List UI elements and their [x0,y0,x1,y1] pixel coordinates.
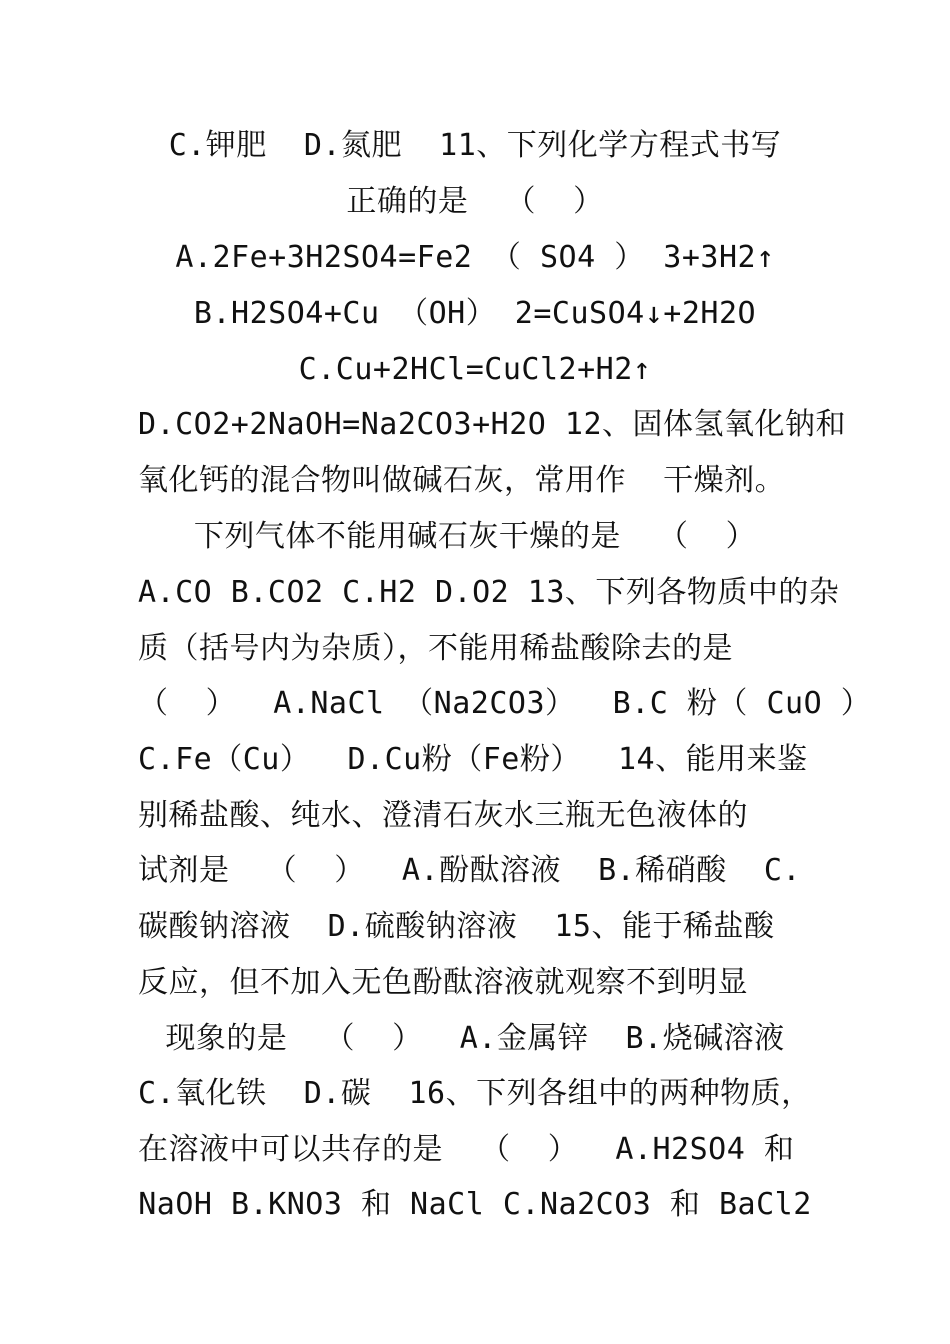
text-line-16: 反应，但不加入无色酚酞溶液就观察不到明显 [138,965,748,1000]
text-line-19: 在溶液中可以共存的是 （ ） A.H2SO4 和 [138,1132,795,1167]
text-line-2: 正确的是 （ ） [346,184,604,219]
text-line-18: C.氧化铁 D.碳 16、下列各组中的两种物质， [138,1076,812,1111]
text-line-14: 试剂是 （ ） A.酚酞溶液 B.稀硝酸 C. [138,853,801,888]
text-line-13: 别稀盐酸、纯水、澄清石灰水三瓶无色液体的 [138,798,748,833]
text-line-3: A.2Fe+3H2SO4=Fe2 （ SO4 ） 3+3H2↑ [175,240,775,275]
text-line-15: 碳酸钠溶液 D.硫酸钠溶液 15、能于稀盐酸 [138,909,775,944]
text-line-4: B.H2SO4+Cu （OH） 2=CuSO4↓+2H2O [193,296,757,331]
text-line-5: C.Cu+2HCl=CuCl2+H2↑ [298,352,652,387]
text-line-11: （ ） A.NaCl （Na2CO3） B.C 粉（ CuO ） [138,686,872,721]
text-line-7: 氧化钙的混合物叫做碱石灰，常用作 干燥剂。 [138,463,786,498]
text-line-9: A.CO B.CO2 C.H2 D.O2 13、下列各物质中的杂 [138,575,840,610]
text-line-17: 现象的是 （ ） A.金属锌 B.烧碱溶液 [165,1021,785,1056]
text-line-8: 下列气体不能用碱石灰干燥的是 （ ） [193,519,757,554]
text-line-20: NaOH B.KNO3 和 NaCl C.Na2CO3 和 BaCl2 [138,1187,812,1222]
text-line-10: 质（括号内为杂质），不能用稀盐酸除去的是 [138,631,733,666]
text-line-1: C.钾肥 D.氮肥 11、下列化学方程式书写 [168,128,782,163]
text-line-12: C.Fe（Cu） D.Cu粉（Fe粉） 14、能用来鉴 [138,742,808,777]
text-line-6: D.CO2+2NaOH=Na2CO3+H2O 12、固体氢氧化钠和 [138,407,847,442]
